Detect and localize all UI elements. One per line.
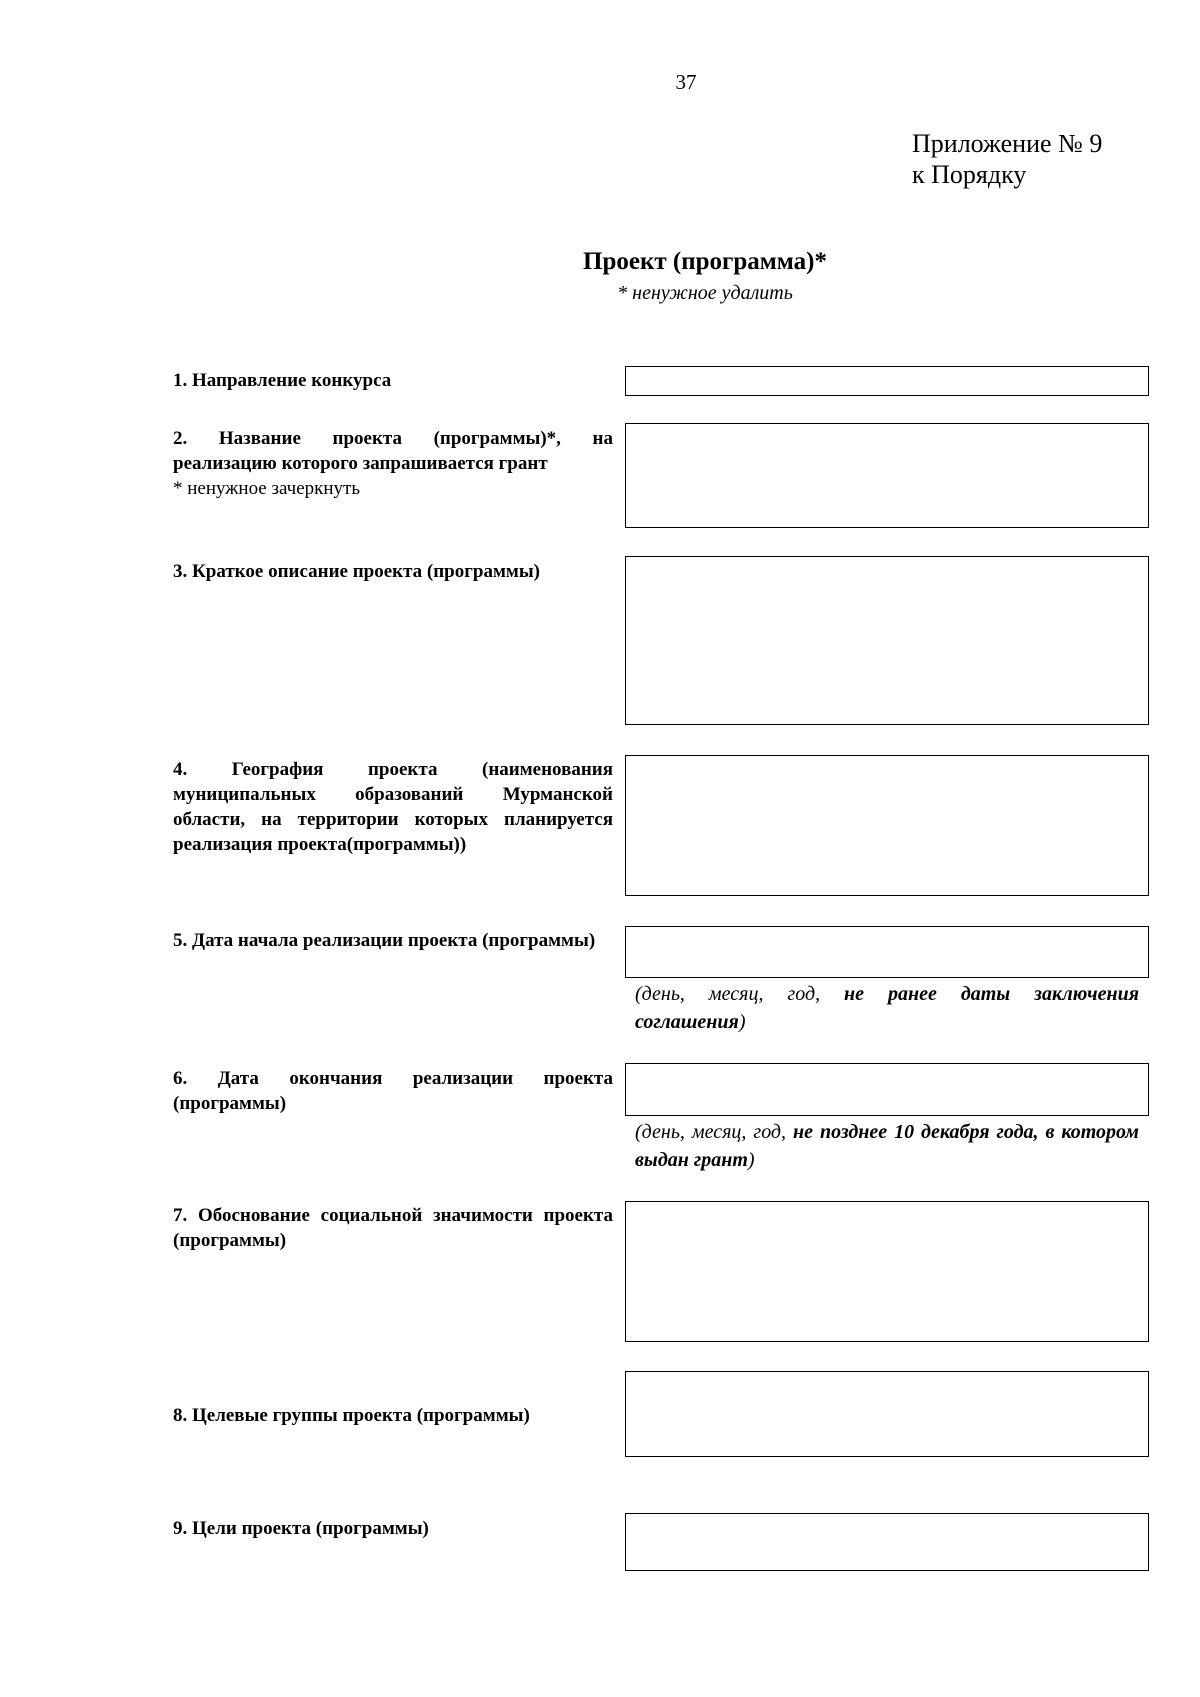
item-6-hint-bold: не позднее 10 декабря года, в котором выдан грант xyxy=(635,1121,1139,1171)
item-5-hint-plain: (день, месяц, год, xyxy=(635,983,845,1005)
page-title: Проект (программа)* xyxy=(583,248,827,275)
item-6-field[interactable] xyxy=(625,1063,1149,1116)
item-5-hint-bold: не ранее даты заключения соглашения xyxy=(635,983,1139,1033)
item-5-field[interactable] xyxy=(625,926,1149,978)
appendix-reference xyxy=(912,128,1102,190)
item-7-field[interactable] xyxy=(625,1201,1149,1342)
item-9-field[interactable] xyxy=(625,1513,1149,1571)
item-8-label: 8. Целевые группы проекта (программы) xyxy=(173,1405,530,1426)
item-1-field[interactable] xyxy=(625,366,1149,396)
item-5-hint-end: ) xyxy=(738,1011,746,1033)
item-7-label: 7. Обоснование социальной значимости проекта (программы) xyxy=(173,1205,613,1251)
item-2-label-block xyxy=(173,426,613,501)
item-5-label: 5. Дата начала реализации проекта (программы) xyxy=(173,930,596,951)
appendix-line-2: к Порядку xyxy=(912,160,1027,189)
item-9-label: 9. Цели проекта (программы) xyxy=(173,1518,429,1539)
item-6-hint-plain: (день, месяц, год, xyxy=(635,1121,794,1143)
item-4-label: 4. География проекта (наименования муниципальных образований Мурманской области, на территории которых планируется реализация проекта(программы)) xyxy=(173,759,613,855)
page-subtitle: * ненужное удалить xyxy=(617,282,793,304)
item-8-field[interactable] xyxy=(625,1371,1149,1457)
item-1-label: 1. Направление конкурса xyxy=(173,370,392,391)
item-6-hint xyxy=(635,1118,1139,1174)
item-3-label: 3. Краткое описание проекта (программы) xyxy=(173,561,540,582)
item-4-field[interactable] xyxy=(625,755,1149,896)
item-6-label: 6. Дата окончания реализации проекта (программы) xyxy=(173,1068,613,1114)
item-2-note: * ненужное зачеркнуть xyxy=(173,478,361,499)
item-2-label: 2. Название проекта (программы)*, на реализацию которого запрашивается грант xyxy=(173,428,613,474)
item-3-field[interactable] xyxy=(625,556,1149,725)
item-5-hint xyxy=(635,980,1139,1036)
item-6-hint-end: ) xyxy=(747,1149,755,1171)
item-2-field[interactable] xyxy=(625,423,1149,528)
page-number: 37 xyxy=(675,70,697,94)
appendix-line-1: Приложение № 9 xyxy=(912,129,1103,158)
